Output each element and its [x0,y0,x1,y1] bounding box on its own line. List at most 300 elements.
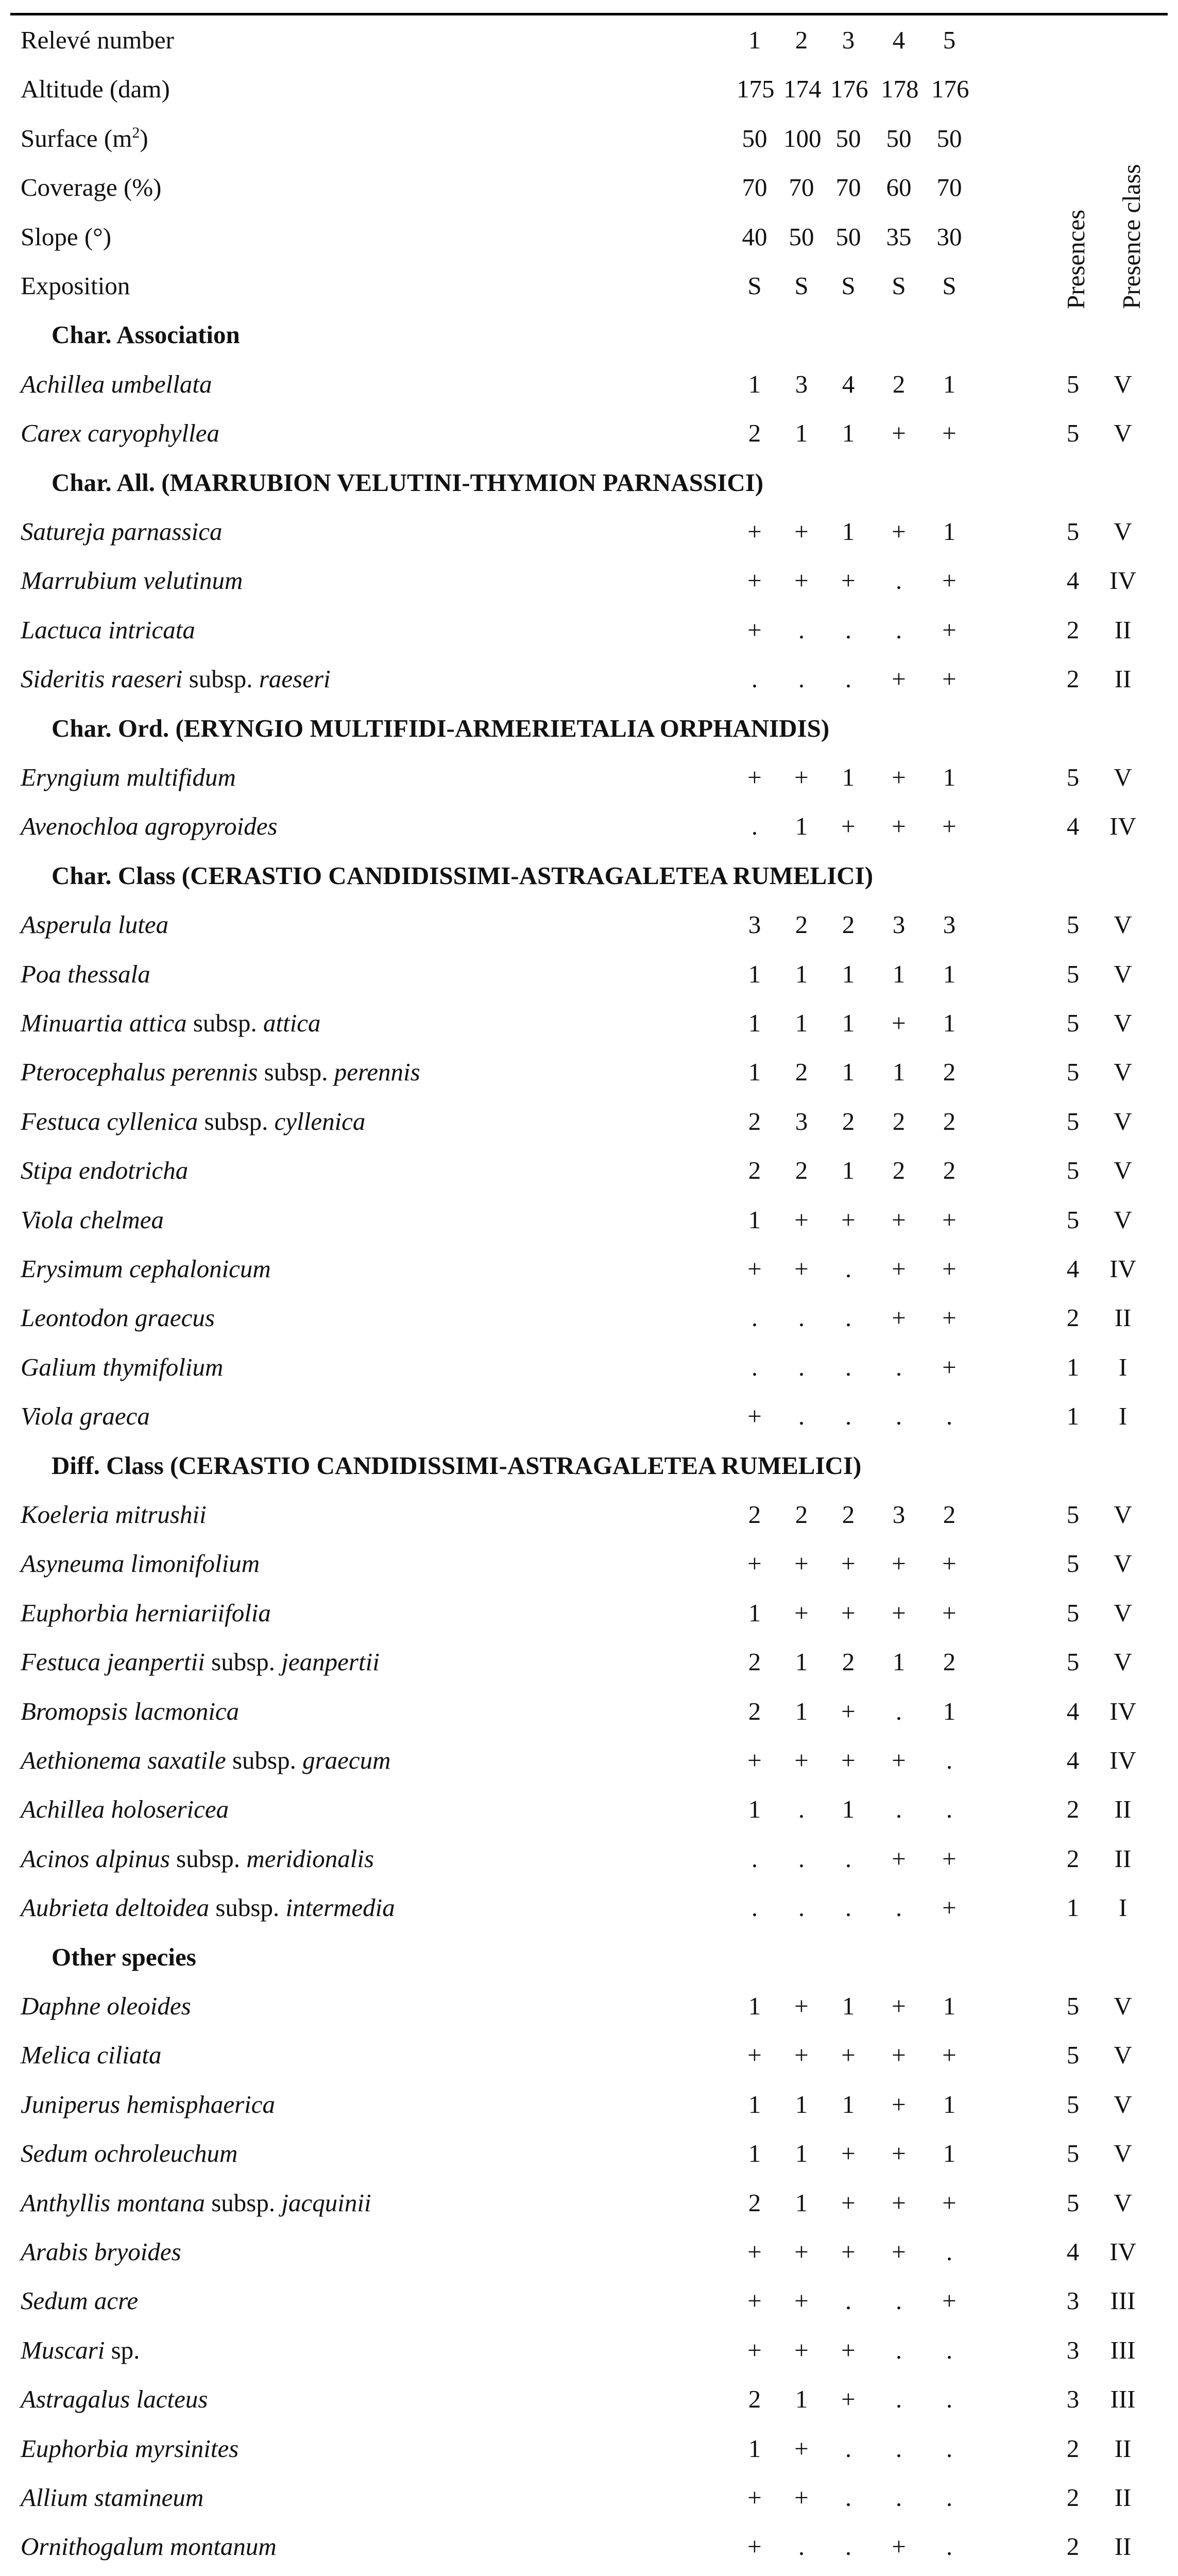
species-name: Pterocephalus perennis subsp. perennis [21,1058,420,1087]
releve-3-value: . [845,2532,852,2561]
releve-3-value: 1 [842,419,855,448]
releve-4-value: . [895,1795,902,1824]
species-name: Lactuca intricata [21,615,195,644]
releve-5-value: + [942,566,957,595]
releve-5-value: 5 [943,26,956,54]
releve-4-value: . [895,1893,902,1922]
presence-class-value: II [1114,2483,1132,2512]
releve-5-value: . [946,2483,953,2512]
releve-4-value: + [892,2188,906,2217]
presence-class-value: V [1114,910,1132,939]
releve-2-value: 2 [795,910,808,939]
releve-3-value: . [845,665,852,693]
releve-2-value: + [794,2286,809,2315]
presences-value: 5 [1066,1107,1080,1136]
releve-3-value: . [845,1352,852,1381]
releve-1-value: 175 [737,75,775,104]
releve-3-value: 3 [842,26,855,54]
releve-3-value: + [841,2335,856,2364]
releve-2-value: 3 [795,369,808,398]
species-row [10,2030,1168,2079]
releve-2-value: 2 [795,1156,808,1185]
releve-2-value: 1 [795,419,808,448]
releve-2-value: . [798,1795,805,1824]
releve-5-value: . [946,2335,953,2364]
releve-4-value: 2 [892,1107,906,1136]
releve-4-value: + [892,1844,906,1873]
species-name: Aubrieta deltoidea subsp. intermedia [21,1893,395,1922]
releve-4-value: + [892,2041,906,2070]
species-row [10,2326,1168,2375]
releve-2-value: + [794,1992,809,2020]
releve-3-value: . [845,1402,852,1431]
releve-2-value: . [798,615,805,644]
species-name: Galium thymifolium [21,1352,224,1381]
species-row [10,1981,1168,2030]
releve-5-value: 3 [943,910,956,939]
releve-2-value: + [794,2238,809,2266]
releve-2-value: 1 [795,2139,808,2168]
releve-4-value: + [892,1598,906,1627]
presences-value: 1 [1066,1352,1080,1381]
releve-5-value: 1 [943,2139,956,2168]
presence-class-value: IV [1109,812,1136,841]
releve-1-value: . [751,1844,758,1873]
presences-value: 5 [1066,1648,1080,1676]
species-name: Carex caryophyllea [21,419,219,448]
releve-3-value: 1 [842,1156,855,1185]
species-row [10,1392,1168,1440]
releve-2-value: 1 [795,2188,808,2217]
species-name: Daphne oleoides [21,1992,191,2020]
section-heading [10,310,1168,359]
releve-5-value: + [942,1205,957,1234]
presence-class-value: I [1118,1893,1128,1922]
releve-3-value: S [841,272,856,300]
releve-2-value: + [794,566,809,595]
species-name: Arabis bryoides [21,2238,181,2266]
species-name: Sideritis raeseri subsp. raeseri [21,665,331,693]
releve-2-value: 1 [795,812,808,841]
releve-4-value: + [892,2090,906,2119]
releve-2-value: + [794,1746,809,1774]
presence-class-value: III [1110,2335,1136,2364]
species-row [10,360,1168,409]
species-row [10,1785,1168,1834]
releve-2-value: 3 [795,1107,808,1136]
releve-3-value: 1 [842,2090,855,2119]
presence-class-value: V [1114,1156,1132,1185]
releve-4-value: + [892,419,906,448]
releve-5-value: + [942,2188,957,2217]
releve-4-value: 2 [892,369,906,398]
presence-class-value: V [1114,1107,1132,1136]
presences-value: 3 [1066,2385,1080,2414]
presences-value: 2 [1066,1303,1080,1332]
presences-value: 4 [1066,566,1080,595]
presences-value: 5 [1066,517,1080,546]
releve-3-value: + [841,2041,856,2070]
releve-2-value: . [798,1893,805,1922]
releve-4-value: . [895,2483,902,2512]
presence-class-value: II [1114,615,1132,644]
presence-class-value: II [1114,1303,1132,1332]
releve-1-value: 2 [748,2385,761,2414]
header-label: Relevé number [21,26,174,54]
presence-class-value: III [1110,2286,1136,2315]
section-title: Char. Association [52,320,240,349]
releve-5-value: 176 [931,75,969,104]
species-row [10,605,1168,654]
releve-4-value: . [895,1697,902,1725]
releve-4-value: 1 [892,1648,906,1676]
releve-1-value: . [751,665,758,693]
releve-2-value: 1 [795,2385,808,2414]
releve-2-value: . [798,1844,805,1873]
presences-value: 5 [1066,2188,1080,2217]
species-name: Viola chelmea [21,1205,164,1234]
releve-1-value: 3 [748,910,761,939]
presence-class-value: IV [1109,1255,1136,1283]
presence-class-value: I [1118,1402,1128,1431]
presences-value: 2 [1066,1844,1080,1873]
releve-1-value: 1 [748,2139,761,2168]
presence-class-value: V [1114,2139,1132,2168]
releve-3-value: 2 [842,1107,855,1136]
releve-4-value: . [895,2286,902,2315]
releve-1-value: + [747,2238,762,2266]
releve-4-value: . [895,1402,902,1431]
releve-3-value: . [845,2483,852,2512]
species-name: Muscari sp. [21,2335,140,2364]
species-row [10,1490,1168,1539]
header-label: Slope (°) [21,222,112,251]
releve-1-value: . [751,1303,758,1332]
releve-5-value: 30 [936,222,962,251]
releve-3-value: . [845,1844,852,1873]
releve-4-value: + [892,1205,906,1234]
releve-2-value: + [794,1598,809,1627]
species-name: Achillea umbellata [21,369,212,398]
species-row [10,753,1168,802]
releve-3-value: . [845,2286,852,2315]
header-row [10,64,1168,113]
presence-class-value: IV [1109,1746,1136,1774]
species-name: Anthyllis montana subsp. jacquinii [21,2188,371,2217]
releve-3-value: 176 [830,75,868,104]
presence-class-value: V [1114,2041,1132,2070]
releve-4-value: 60 [886,173,912,202]
species-row [10,1047,1168,1096]
releve-1-value: 1 [748,1009,761,1037]
releve-5-value: 50 [936,124,962,152]
species-name: Asyneuma limonifolium [21,1549,260,1578]
presences-value: 2 [1066,665,1080,693]
releve-2-value: 2 [795,26,808,54]
species-name: Ornithogalum montanum [21,2532,277,2561]
presence-class-value: V [1114,1992,1132,2020]
releve-5-value: S [942,272,957,300]
species-name: Juniperus hemisphaerica [21,2090,275,2119]
releve-3-value: 2 [842,1648,855,1676]
presences-value: 5 [1066,2041,1080,2070]
species-row [10,1588,1168,1637]
releve-4-value: 50 [886,124,912,152]
species-name: Asperula lutea [21,910,169,939]
species-row [10,2522,1168,2571]
species-row [10,998,1168,1047]
species-row [10,1146,1168,1195]
releve-2-value: + [794,2483,809,2512]
releve-1-value: 1 [748,369,761,398]
releve-1-value: + [747,763,762,791]
releve-1-value: 2 [748,1156,761,1185]
releve-4-value: + [892,665,906,693]
releve-1-value: + [747,2041,762,2070]
releve-3-value: + [841,1205,856,1234]
releve-3-value: + [841,2238,856,2266]
releve-5-value: + [942,1844,957,1873]
section-title: Char. Class (CERASTIO CANDIDISSIMI-ASTRAGALETEA RUMELICI) [52,861,874,890]
presences-value: 5 [1066,1992,1080,2020]
releve-3-value: 1 [842,959,855,988]
releve-2-value: 1 [795,959,808,988]
releve-5-value: 1 [943,1697,956,1725]
species-row [10,900,1168,949]
releve-4-value: + [892,2238,906,2266]
releve-1-value: + [747,2483,762,2512]
releve-1-value: 1 [748,1598,761,1627]
releve-5-value: + [942,1893,957,1922]
presences-column-header: Presences [1062,209,1090,309]
releve-5-value: + [942,665,957,693]
releve-3-value: . [845,615,852,644]
releve-4-value: 1 [892,1058,906,1087]
section-title: Char. All. (MARRUBION VELUTINI-THYMION PARNASSICI) [52,468,764,497]
releve-4-value: + [892,763,906,791]
releve-4-value: . [895,2434,902,2463]
header-label: Altitude (dam) [21,75,170,104]
presence-class-value: V [1114,419,1132,448]
releve-4-value: . [895,615,902,644]
presence-class-value: II [1114,665,1132,693]
releve-1-value: 1 [748,959,761,988]
releve-4-value: + [892,812,906,841]
header-row [10,15,1168,64]
releve-2-value: + [794,2041,809,2070]
releve-3-value: 1 [842,1009,855,1037]
species-row [10,950,1168,998]
releve-3-value: + [841,2385,856,2414]
releve-1-value: 70 [742,173,767,202]
species-row [10,2276,1168,2325]
species-row [10,654,1168,703]
presence-class-value: V [1114,1598,1132,1627]
species-name: Melica ciliata [21,2041,162,2070]
presences-value: 5 [1066,763,1080,791]
releve-1-value: + [747,2335,762,2364]
species-name: Stipa endotricha [21,1156,189,1185]
species-row [10,802,1168,851]
presences-value: 4 [1066,2238,1080,2266]
presence-class-value: IV [1109,2238,1136,2266]
releve-5-value: . [946,2385,953,2414]
releve-5-value: 70 [936,173,962,202]
releve-1-value: 1 [748,1992,761,2020]
species-row [10,556,1168,605]
releve-1-value: 1 [748,1058,761,1087]
releve-5-value: 2 [943,1156,956,1185]
releve-2-value: 1 [795,1009,808,1037]
releve-2-value: . [798,1303,805,1332]
presences-value: 5 [1066,2139,1080,2168]
presences-value: 5 [1066,2090,1080,2119]
presence-class-value: V [1114,1500,1132,1529]
presences-value: 1 [1066,1893,1080,1922]
releve-1-value: 2 [748,2188,761,2217]
releve-2-value: 50 [789,222,814,251]
species-row [10,1539,1168,1588]
releve-1-value: + [747,1549,762,1578]
species-row [10,2424,1168,2473]
releve-2-value: + [794,2335,809,2364]
releve-3-value: 2 [842,910,855,939]
releve-5-value: 1 [943,517,956,546]
releve-5-value: 2 [943,1648,956,1676]
releve-5-value: + [942,812,957,841]
releve-2-value: . [798,1352,805,1381]
releve-2-value: + [794,763,809,791]
species-row [10,2080,1168,2129]
species-row [10,1736,1168,1785]
presences-value: 5 [1066,959,1080,988]
presences-value: 2 [1066,1795,1080,1824]
releve-2-value: 2 [795,1500,808,1529]
releve-5-value: 1 [943,1009,956,1037]
releve-3-value: 1 [842,1795,855,1824]
releve-5-value: 1 [943,1992,956,2020]
releve-2-value: 2 [795,1058,808,1087]
releve-4-value: + [892,1549,906,1578]
species-name: Erysimum cephalonicum [21,1255,271,1283]
releve-2-value: + [794,2434,809,2463]
presences-value: 4 [1066,1746,1080,1774]
presences-value: 5 [1066,1156,1080,1185]
presence-class-value: V [1114,517,1132,546]
releve-1-value: 1 [748,1795,761,1824]
presences-value: 2 [1066,2483,1080,2512]
section-heading [10,458,1168,507]
presence-class-value: II [1114,2532,1132,2561]
releve-4-value: 3 [892,1500,906,1529]
presences-value: 5 [1066,1009,1080,1037]
presence-class-value: V [1114,1549,1132,1578]
section-heading [10,1441,1168,1490]
species-name: Satureja parnassica [21,517,223,546]
species-row [10,1883,1168,1932]
releve-1-value: 50 [742,124,767,152]
presence-class-value: V [1114,369,1132,398]
releve-3-value: . [845,1893,852,1922]
species-row [10,1834,1168,1883]
releve-3-value: + [841,566,856,595]
header-row [10,212,1168,261]
releve-5-value: + [942,1352,957,1381]
header-label: Surface $(m^2)$ [21,124,148,152]
releve-5-value: + [942,1255,957,1283]
species-name: Minuartia attica subsp. attica [21,1009,321,1037]
releve-3-value: 70 [835,173,861,202]
presences-value: 3 [1066,2335,1080,2364]
releve-2-value: + [794,1255,809,1283]
species-name: Sedum acre [21,2286,139,2315]
releve-3-value: . [845,1255,852,1283]
releve-3-value: + [841,2139,856,2168]
presence-class-value: IV [1109,1697,1136,1725]
presences-value: 4 [1066,1255,1080,1283]
releve-3-value: 1 [842,763,855,791]
species-name: Sedum ochroleuchum [21,2139,238,2168]
presence-class-column-header: Presence class [1117,164,1146,309]
species-row [10,409,1168,457]
species-row [10,2178,1168,2227]
releve-4-value: 1 [892,959,906,988]
releve-4-value: 2 [892,1156,906,1185]
section-title: Diff. Class (CERASTIO CANDIDISSIMI-ASTRAGALETEA RUMELICI) [52,1451,862,1480]
releve-5-value: 1 [943,2090,956,2119]
species-row [10,2227,1168,2276]
presences-value: 5 [1066,1598,1080,1627]
releve-5-value: + [942,1549,957,1578]
species-name: Euphorbia myrsinites [21,2434,239,2463]
presence-class-value: II [1114,2434,1132,2463]
section-heading [10,1933,1168,1981]
releve-2-value: + [794,1549,809,1578]
presence-class-value: III [1110,2385,1136,2414]
releve-1-value: 1 [748,1205,761,1234]
presence-class-value: V [1114,959,1132,988]
species-name: Avenochloa agropyroides [21,812,278,841]
releve-4-value: 35 [886,222,912,251]
header-label: Exposition [21,272,130,300]
presences-value: 2 [1066,615,1080,644]
releve-2-value: 1 [795,1697,808,1725]
header-row [10,163,1168,212]
releve-5-value: + [942,2041,957,2070]
presences-value: 2 [1066,2434,1080,2463]
species-row [10,1293,1168,1342]
presence-class-value: V [1114,1648,1132,1676]
releve-5-value: . [946,1402,953,1431]
releve-4-value: . [895,566,902,595]
releve-4-value: + [892,2532,906,2561]
releve-3-value: + [841,812,856,841]
releve-2-value: 100 [783,124,822,152]
presence-class-value: IV [1109,566,1136,595]
releve-4-value: . [895,1352,902,1381]
releve-5-value: . [946,2434,953,2463]
releve-3-value: 1 [842,517,855,546]
releve-3-value: . [845,1303,852,1332]
releve-5-value: + [942,1598,957,1627]
releve-1-value: + [747,615,762,644]
releve-5-value: . [946,2238,953,2266]
presence-class-value: V [1114,2090,1132,2119]
species-name: Achillea holosericea [21,1795,229,1824]
presence-class-value: II [1114,1795,1132,1824]
species-row [10,1195,1168,1244]
releve-3-value: 50 [835,124,861,152]
